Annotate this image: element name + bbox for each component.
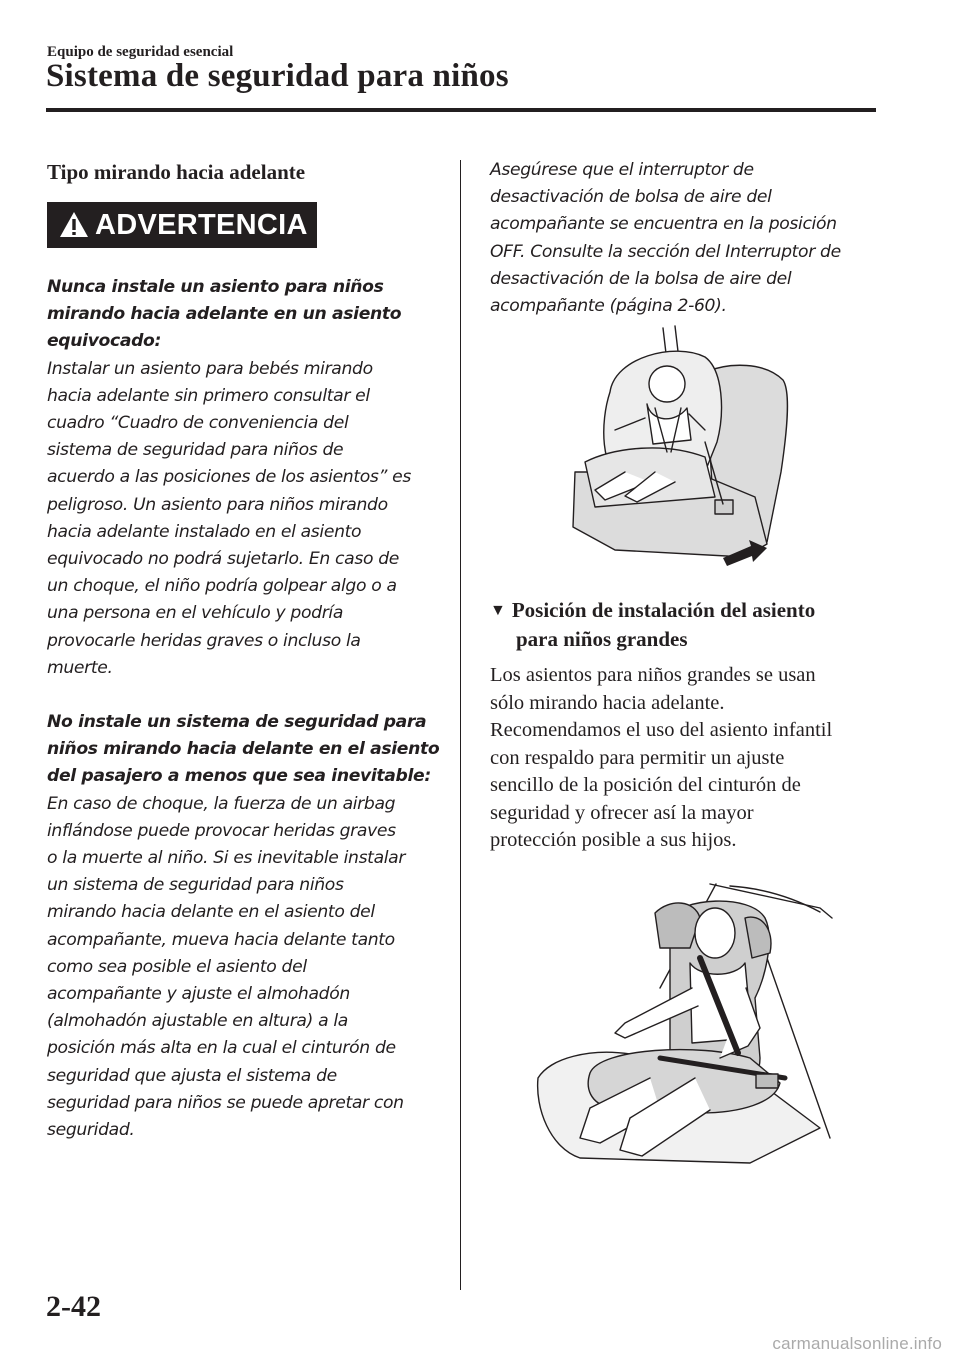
warning-badge [47, 202, 317, 248]
subheading-booster-seat [490, 596, 870, 654]
notice-line: desactivación de la bolsa de aire del [490, 268, 792, 289]
warning-text-line: seguridad para niños se puede apretar con [47, 1092, 404, 1113]
subheading-forward-facing: Tipo mirando hacia adelante [47, 160, 306, 184]
warning-text-line: una persona en el vehículo y podría [47, 603, 344, 624]
warning-text-line: posición más alta en la cual el cinturón de [47, 1038, 396, 1059]
warning-heading-line: Nunca instale un asiento para niños [47, 277, 384, 297]
warning-text-line: Instalar un asiento para bebés mirando [47, 358, 373, 379]
warning-heading-line: equivocado: [47, 331, 162, 352]
paragraph-gap [47, 682, 442, 709]
warning-text-line: un choque, el niño podría golpear algo o a [47, 576, 397, 597]
warning-text-line: inflándose puede provocar heridas graves [47, 820, 396, 841]
warning-text-line: o la muerte al niño. Si es inevitable instalar [47, 848, 406, 869]
warning-text-line: un sistema de seguridad para niños [47, 875, 344, 896]
body-line: seguridad y ofrecer así la mayor [490, 801, 754, 824]
warning-text-line: acompañante y ajuste el almohadón [47, 984, 350, 1005]
warning-text-line: como sea posible el asiento del [47, 956, 307, 977]
airbag-notice [490, 157, 880, 320]
warning-body [47, 274, 442, 1144]
watermark: carmanualsonline.info [772, 1334, 942, 1353]
warning-text-line: muerte. [47, 657, 113, 678]
page-number: 2-42 [46, 1290, 101, 1323]
body-line: con respaldo para permitir un ajuste [490, 746, 785, 769]
warning-heading-line: mirando hacia adelante en un asiento [47, 304, 402, 325]
notice-line: Asegúrese que el interruptor de [490, 160, 754, 180]
warning-heading-line: No instale un sistema de seguridad para [47, 712, 427, 733]
page-title: Sistema de seguridad para niños [46, 58, 509, 94]
body-line: Recomendamos el uso del asiento infantil [490, 719, 833, 741]
warning-text-line: provocarle heridas graves o incluso la [47, 630, 361, 651]
warning-heading-line: niños mirando hacia delante en el asiento [47, 739, 440, 760]
column-divider [460, 160, 461, 1290]
warning-text-line: acompañante, mueva hacia delante tanto [47, 929, 395, 950]
title-rule [46, 108, 876, 112]
warning-label: ADVERTENCIA [95, 208, 308, 241]
notice-line: acompañante (página 2-60). [490, 296, 727, 317]
warning-text-line: En caso de choque, la fuerza de un airbag [47, 793, 396, 814]
subheading-line: para niños grandes [516, 627, 688, 651]
warning-text-line: cuadro “Cuadro de conveniencia del [47, 413, 349, 434]
body-line: protección posible a sus hijos. [490, 829, 737, 851]
warning-text-line: seguridad. [47, 1120, 135, 1141]
body-line: sólo mirando hacia adelante. [490, 691, 725, 714]
booster-seat-illustration [520, 878, 840, 1168]
warning-heading-line: del pasajero a menos que sea inevitable: [47, 766, 431, 787]
body-line: sencillo de la posición del cinturón de [490, 774, 801, 796]
warning-triangle-icon [59, 211, 89, 239]
notice-line: acompañante se encuentra en la posición [490, 214, 837, 235]
warning-text-line: (almohadón ajustable en altura) a la [47, 1011, 348, 1032]
body-line: Los asientos para niños grandes se usan [490, 664, 816, 686]
warning-text-line: peligroso. Un asiento para niños mirando [47, 494, 388, 515]
warning-text-line: seguridad que ajusta el sistema de [47, 1065, 337, 1086]
forward-facing-seat-illustration [555, 322, 795, 582]
warning-text-line: hacia adelante sin primero consultar el [47, 385, 370, 406]
booster-seat-description [490, 662, 880, 855]
subheading-line: Posición de instalación del asiento [511, 598, 816, 622]
warning-text-line: acuerdo a las posiciones de los asientos” es [47, 467, 412, 488]
notice-line: desactivación de bolsa de aire del [490, 187, 772, 208]
warning-text-line: sistema de seguridad para niños de [47, 440, 344, 461]
warning-text-line: equivocado no podrá sujetarlo. En caso de [47, 549, 400, 570]
warning-text-line: hacia adelante instalado en el asiento [47, 521, 362, 542]
warning-text-line: mirando hacia delante en el asiento del [47, 902, 375, 923]
section-label: Equipo de seguridad esencial [47, 44, 234, 60]
notice-line: OFF. Consulte la sección del Interruptor de [490, 241, 841, 262]
triangle-marker-icon: ▼ [490, 602, 506, 619]
